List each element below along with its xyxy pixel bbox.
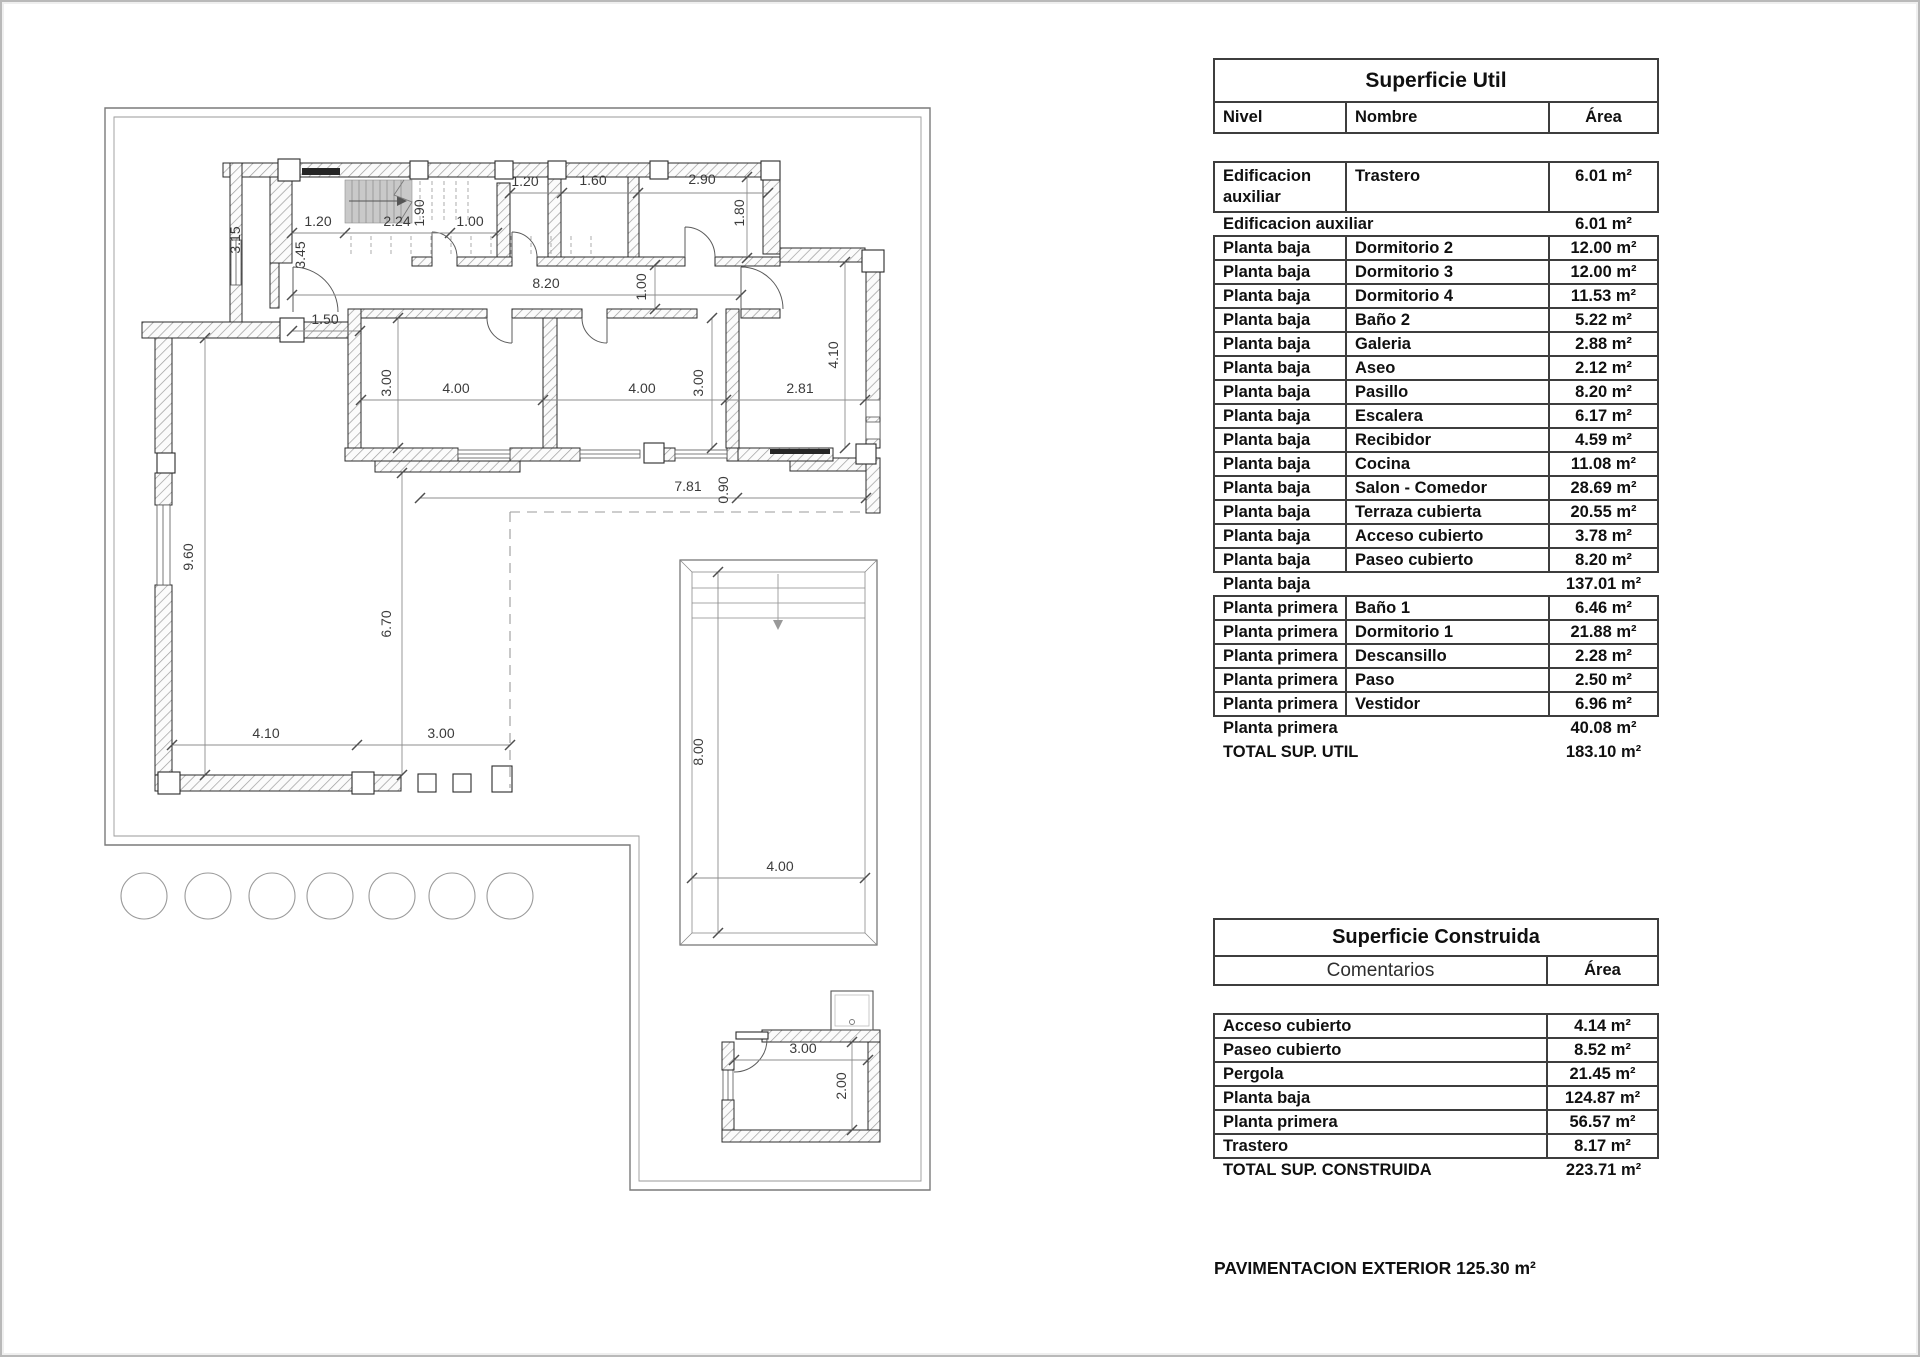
superficie-util-table bbox=[1213, 58, 1659, 765]
dimension-label: 7.81 bbox=[674, 478, 702, 494]
table-row bbox=[1213, 235, 1659, 261]
cell-nivel: Planta baja bbox=[1223, 310, 1311, 329]
cell-nivel: Planta baja bbox=[1223, 262, 1311, 281]
table-row bbox=[1213, 307, 1659, 333]
dimension-label: 1.00 bbox=[456, 213, 484, 229]
cell-nombre: Dormitorio 2 bbox=[1345, 237, 1548, 259]
cell-area: 6.01 m² bbox=[1575, 214, 1632, 233]
table-row bbox=[1213, 161, 1659, 213]
pergola-columns bbox=[418, 766, 512, 792]
table-row bbox=[1213, 1085, 1659, 1111]
dimension-label: 3.00 bbox=[690, 369, 706, 397]
table-body bbox=[1213, 1013, 1659, 1183]
cell-nombre: Descansillo bbox=[1345, 645, 1548, 667]
cell-area: 4.59 m² bbox=[1548, 429, 1657, 451]
cell-nombre: Cocina bbox=[1345, 453, 1548, 475]
cell-area: 8.20 m² bbox=[1548, 549, 1657, 571]
cell-area: 21.88 m² bbox=[1548, 621, 1657, 643]
header-area: Área bbox=[1546, 957, 1657, 984]
cell-nivel: Planta baja bbox=[1223, 406, 1311, 425]
table-row bbox=[1213, 691, 1659, 717]
dimension-label: 0.90 bbox=[715, 476, 731, 504]
table-row bbox=[1213, 619, 1659, 645]
dimension-label: 2.24 bbox=[383, 213, 411, 229]
header-comentarios: Comentarios bbox=[1326, 959, 1435, 981]
cell-area: 8.20 m² bbox=[1548, 381, 1657, 403]
cell-nivel: Planta baja bbox=[1223, 526, 1311, 545]
superficie-construida-table bbox=[1213, 918, 1659, 1183]
cell-nivel: Planta baja bbox=[1223, 454, 1311, 473]
cell-nombre: Escalera bbox=[1345, 405, 1548, 427]
dimension-label: 1.20 bbox=[511, 173, 539, 189]
dimension-label: 4.00 bbox=[628, 380, 656, 396]
table-row bbox=[1213, 283, 1659, 309]
dimension-label: 1.60 bbox=[579, 172, 607, 188]
table-row bbox=[1213, 523, 1659, 549]
cell-nombre: Pergola bbox=[1223, 1064, 1284, 1083]
table-row bbox=[1213, 1037, 1659, 1063]
cell-label: Edificacion auxiliar bbox=[1223, 214, 1374, 233]
cell-area: 6.17 m² bbox=[1548, 405, 1657, 427]
dimension-label: 3.00 bbox=[427, 725, 455, 741]
dimension-label: 8.00 bbox=[690, 738, 706, 766]
cell-area: 3.78 m² bbox=[1548, 525, 1657, 547]
summary-row bbox=[1213, 571, 1659, 597]
cell-area: 8.17 m² bbox=[1546, 1135, 1657, 1157]
cell-label: Planta baja bbox=[1223, 574, 1311, 593]
cell-nivel: Edificacion auxiliar bbox=[1223, 167, 1312, 206]
table-row bbox=[1213, 379, 1659, 405]
cell-nivel: Planta primera bbox=[1223, 694, 1338, 713]
cell-nivel: Planta primera bbox=[1223, 598, 1338, 617]
dimension-label: 4.00 bbox=[442, 380, 470, 396]
cell-area: 2.88 m² bbox=[1548, 333, 1657, 355]
dimension-label: 2.81 bbox=[786, 380, 814, 396]
table-title: Superficie Construida bbox=[1213, 918, 1659, 957]
cell-label: TOTAL SUP. UTIL bbox=[1223, 742, 1359, 761]
cell-area: 2.28 m² bbox=[1548, 645, 1657, 667]
cell-nombre: Planta baja bbox=[1223, 1088, 1311, 1107]
pavimentacion-note: PAVIMENTACION EXTERIOR 125.30 m² bbox=[1214, 1258, 1536, 1278]
floor-plan bbox=[0, 0, 1000, 1250]
table-row bbox=[1213, 451, 1659, 477]
table-row bbox=[1213, 1013, 1659, 1039]
dimension-label: 3.15 bbox=[227, 226, 243, 254]
cell-area: 137.01 m² bbox=[1565, 574, 1642, 593]
cell-area: 56.57 m² bbox=[1546, 1111, 1657, 1133]
table-row bbox=[1213, 1061, 1659, 1087]
cell-nivel: Planta baja bbox=[1223, 430, 1311, 449]
cell-area: 2.12 m² bbox=[1548, 357, 1657, 379]
dimension-label: 2.00 bbox=[833, 1072, 849, 1100]
cell-nombre: Galeria bbox=[1345, 333, 1548, 355]
dimension-label: 1.20 bbox=[304, 213, 332, 229]
dimension-label: 3.00 bbox=[789, 1040, 817, 1056]
cell-area: 28.69 m² bbox=[1548, 477, 1657, 499]
cell-nombre: Paseo cubierto bbox=[1223, 1040, 1342, 1059]
table-row bbox=[1213, 331, 1659, 357]
table-header bbox=[1213, 101, 1659, 134]
dimension-label: 4.10 bbox=[825, 341, 841, 369]
cell-nivel: Planta primera bbox=[1223, 646, 1338, 665]
cell-nombre: Paso bbox=[1345, 669, 1548, 691]
table-header bbox=[1213, 955, 1659, 986]
cell-nombre: Acceso cubierto bbox=[1345, 525, 1548, 547]
cell-area: 11.53 m² bbox=[1548, 285, 1657, 307]
cell-area: 2.50 m² bbox=[1548, 669, 1657, 691]
cell-nivel: Planta baja bbox=[1223, 550, 1311, 569]
table-row bbox=[1213, 643, 1659, 669]
swimming-pool bbox=[680, 560, 877, 945]
summary-row bbox=[1213, 211, 1659, 237]
cell-nombre: Salon - Comedor bbox=[1345, 477, 1548, 499]
cell-label: Planta primera bbox=[1223, 718, 1338, 737]
dimension-label: 8.20 bbox=[532, 275, 560, 291]
dimension-label: 4.10 bbox=[252, 725, 280, 741]
cell-area: 11.08 m² bbox=[1548, 453, 1657, 475]
summary-row bbox=[1213, 715, 1659, 741]
cell-nivel: Planta baja bbox=[1223, 238, 1311, 257]
cell-area: 4.14 m² bbox=[1546, 1015, 1657, 1037]
tree-circles bbox=[121, 873, 533, 919]
cell-area: 124.87 m² bbox=[1546, 1087, 1657, 1109]
cell-nombre: Planta primera bbox=[1223, 1112, 1338, 1131]
cell-nivel: Planta baja bbox=[1223, 382, 1311, 401]
cell-nivel: Planta baja bbox=[1223, 358, 1311, 377]
cell-area: 12.00 m² bbox=[1548, 237, 1657, 259]
table-row bbox=[1213, 475, 1659, 501]
dimension-label: 1.50 bbox=[311, 311, 339, 327]
cell-nombre: Paseo cubierto bbox=[1345, 549, 1548, 571]
cell-area: 20.55 m² bbox=[1548, 501, 1657, 523]
header-nivel: Nivel bbox=[1223, 108, 1263, 127]
cell-nivel: Planta primera bbox=[1223, 622, 1338, 641]
shower-tray bbox=[831, 991, 873, 1030]
cell-area: 6.96 m² bbox=[1548, 693, 1657, 715]
dimension-label: 1.90 bbox=[411, 199, 427, 227]
table-row bbox=[1213, 499, 1659, 525]
cell-nombre: Baño 1 bbox=[1345, 597, 1548, 619]
table-row bbox=[1213, 427, 1659, 453]
cell-area: 21.45 m² bbox=[1546, 1063, 1657, 1085]
cell-nivel: Planta baja bbox=[1223, 286, 1311, 305]
cell-nivel: Planta primera bbox=[1223, 670, 1338, 689]
table-row bbox=[1213, 595, 1659, 621]
cell-area: 6.46 m² bbox=[1548, 597, 1657, 619]
dimension-label: 6.70 bbox=[378, 610, 394, 638]
cell-nombre: Pasillo bbox=[1345, 381, 1548, 403]
table-row bbox=[1213, 1109, 1659, 1135]
table-row bbox=[1213, 547, 1659, 573]
cell-area: 183.10 m² bbox=[1565, 742, 1642, 761]
header-area: Área bbox=[1548, 103, 1657, 132]
header-nombre: Nombre bbox=[1345, 103, 1548, 132]
cell-nombre: Recibidor bbox=[1345, 429, 1548, 451]
cell-nivel: Planta baja bbox=[1223, 502, 1311, 521]
table-row bbox=[1213, 403, 1659, 429]
table-row bbox=[1213, 1133, 1659, 1159]
cell-nombre: Vestidor bbox=[1345, 693, 1548, 715]
cell-nombre: Terraza cubierta bbox=[1345, 501, 1548, 523]
table-row bbox=[1213, 667, 1659, 693]
cell-nombre: Aseo bbox=[1345, 357, 1548, 379]
cell-nombre: Acceso cubierto bbox=[1223, 1016, 1352, 1035]
cell-area: 40.08 m² bbox=[1570, 718, 1637, 737]
dimension-label: 1.00 bbox=[633, 273, 649, 301]
cell-nombre: Trastero bbox=[1345, 163, 1548, 211]
total-row bbox=[1213, 739, 1659, 765]
cell-label: TOTAL SUP. CONSTRUIDA bbox=[1223, 1160, 1432, 1179]
table-row bbox=[1213, 355, 1659, 381]
dimension-label: 3.00 bbox=[378, 369, 394, 397]
cell-area: 6.01 m² bbox=[1548, 163, 1657, 211]
total-row bbox=[1213, 1157, 1659, 1183]
cell-area: 12.00 m² bbox=[1548, 261, 1657, 283]
dimension-label: 2.90 bbox=[688, 171, 716, 187]
cell-nombre: Dormitorio 4 bbox=[1345, 285, 1548, 307]
cell-nombre: Baño 2 bbox=[1345, 309, 1548, 331]
cell-nivel: Planta baja bbox=[1223, 478, 1311, 497]
cell-area: 5.22 m² bbox=[1548, 309, 1657, 331]
dimension-label: 4.00 bbox=[766, 858, 794, 874]
table-row bbox=[1213, 259, 1659, 285]
cell-nombre: Trastero bbox=[1223, 1136, 1289, 1155]
cell-area: 223.71 m² bbox=[1565, 1160, 1642, 1179]
dimension-label: 1.80 bbox=[731, 199, 747, 227]
cell-area: 8.52 m² bbox=[1546, 1039, 1657, 1061]
dimension-label: 3.45 bbox=[292, 241, 308, 269]
cell-nivel: Planta baja bbox=[1223, 334, 1311, 353]
table-title: Superficie Util bbox=[1213, 58, 1659, 103]
dimension-label: 9.60 bbox=[180, 543, 196, 571]
table-body bbox=[1213, 161, 1659, 765]
cell-nombre: Dormitorio 1 bbox=[1345, 621, 1548, 643]
cell-nombre: Dormitorio 3 bbox=[1345, 261, 1548, 283]
